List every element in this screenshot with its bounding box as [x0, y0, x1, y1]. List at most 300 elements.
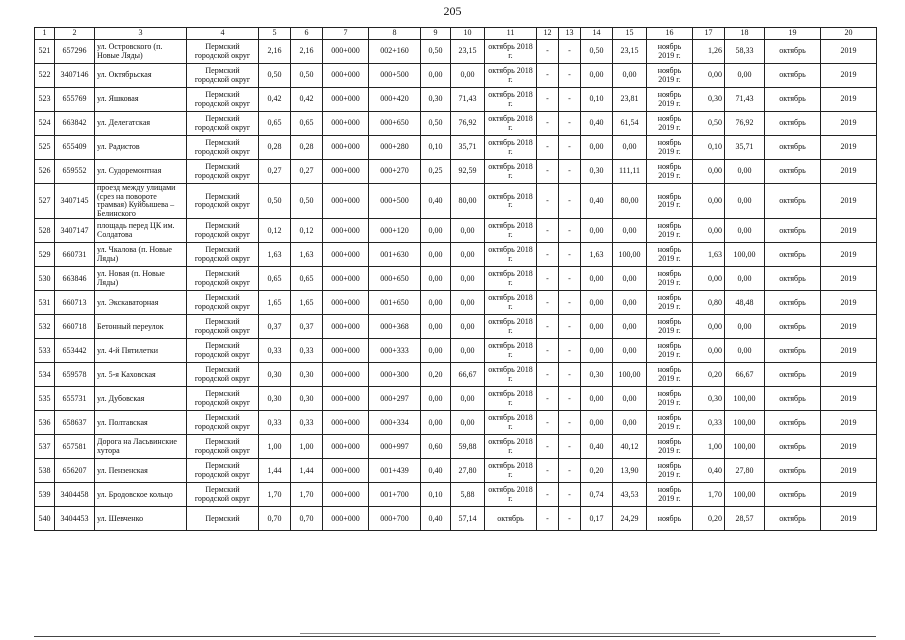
header-cell: 13 [559, 28, 581, 40]
table-cell: 000+000 [323, 315, 369, 339]
table-cell: 2019 [821, 243, 877, 267]
table-cell: 0,50 [291, 64, 323, 88]
table-header [35, 28, 877, 40]
table-cell: 524 [35, 112, 55, 136]
table-cell: октябрь [765, 243, 821, 267]
table-cell: 0,00 [451, 339, 485, 363]
table-cell: 001+700 [369, 483, 421, 507]
table-cell: ноябрь 2019 г. [647, 435, 693, 459]
table-cell: октябрь [765, 315, 821, 339]
table-cell: 100,00 [613, 363, 647, 387]
table-cell: 0,00 [693, 160, 725, 184]
table-cell: 0,00 [451, 243, 485, 267]
header-row [35, 28, 877, 40]
table-cell: ноябрь 2019 г. [647, 243, 693, 267]
table-cell: 76,92 [451, 112, 485, 136]
table-cell: 526 [35, 160, 55, 184]
table-cell: ноябрь 2019 г. [647, 459, 693, 483]
table-cell: 001+439 [369, 459, 421, 483]
table-cell: - [559, 184, 581, 219]
table-cell: 000+650 [369, 267, 421, 291]
table-cell: 000+000 [323, 88, 369, 112]
table-cell: 0,00 [581, 136, 613, 160]
table-cell: - [559, 219, 581, 243]
table-cell: 0,33 [693, 411, 725, 435]
table-cell: 0,00 [693, 64, 725, 88]
table-cell: Пермский городской округ [187, 219, 259, 243]
table-cell: 0,40 [421, 507, 451, 531]
table-cell: ноябрь 2019 г. [647, 219, 693, 243]
table-cell: 0,00 [421, 339, 451, 363]
table-cell: ул. Делегатская [95, 112, 187, 136]
table-cell: 533 [35, 339, 55, 363]
table-cell: 655769 [55, 88, 95, 112]
table-cell: ул. Полтавская [95, 411, 187, 435]
table-cell: 0,30 [259, 387, 291, 411]
table-cell: 0,00 [421, 291, 451, 315]
header-cell: 4 [187, 28, 259, 40]
table-cell: 0,10 [421, 483, 451, 507]
table-cell: 525 [35, 136, 55, 160]
table-cell: ул. Экскаваторная [95, 291, 187, 315]
header-cell: 9 [421, 28, 451, 40]
table-cell: - [537, 243, 559, 267]
table-row [35, 363, 877, 387]
table-cell: 659578 [55, 363, 95, 387]
table-cell: 0,00 [421, 387, 451, 411]
table-cell: Пермский городской округ [187, 291, 259, 315]
table-cell: 0,00 [451, 291, 485, 315]
table-cell: октябрь 2018 г. [485, 291, 537, 315]
table-cell: - [537, 64, 559, 88]
table-cell: 000+420 [369, 88, 421, 112]
table-cell: 0,40 [581, 435, 613, 459]
table-cell: 658637 [55, 411, 95, 435]
table-cell: 0,65 [291, 112, 323, 136]
table-cell: 0,33 [291, 339, 323, 363]
table-cell: Пермский городской округ [187, 64, 259, 88]
table-cell: 2019 [821, 387, 877, 411]
table-cell: 000+000 [323, 459, 369, 483]
table-cell: - [559, 483, 581, 507]
table-cell: ул. Бродовское кольцо [95, 483, 187, 507]
table-cell: Пермский городской округ [187, 363, 259, 387]
table-cell: 2019 [821, 483, 877, 507]
table-cell: - [537, 315, 559, 339]
table-cell: - [559, 267, 581, 291]
table-cell: 100,00 [725, 483, 765, 507]
table-cell: ноябрь 2019 г. [647, 64, 693, 88]
table-row [35, 64, 877, 88]
table-cell: 0,00 [581, 411, 613, 435]
table-cell: Пермский городской округ [187, 435, 259, 459]
table-cell: 2019 [821, 267, 877, 291]
table-cell: октябрь [765, 363, 821, 387]
table-cell: 0,37 [291, 315, 323, 339]
table-cell: 3407145 [55, 184, 95, 219]
table-cell: 2019 [821, 160, 877, 184]
table-cell: 0,00 [451, 411, 485, 435]
table-cell: - [537, 88, 559, 112]
table-row [35, 40, 877, 64]
table-cell: - [559, 112, 581, 136]
table-cell: 535 [35, 387, 55, 411]
table-cell: ул. Радистов [95, 136, 187, 160]
table-cell: 000+333 [369, 339, 421, 363]
table-cell: 0,74 [581, 483, 613, 507]
table-cell: 0,33 [259, 411, 291, 435]
table-cell: октябрь 2018 г. [485, 267, 537, 291]
table-cell: 24,29 [613, 507, 647, 531]
table-cell: 0,00 [725, 64, 765, 88]
table-cell: - [559, 243, 581, 267]
table-cell: 0,00 [451, 315, 485, 339]
table-cell: октябрь [765, 291, 821, 315]
table-cell: площадь перед ЦК им. Солдатова [95, 219, 187, 243]
table-cell: 2019 [821, 88, 877, 112]
table-cell: - [559, 136, 581, 160]
table-cell: 000+000 [323, 363, 369, 387]
table-cell: 3404458 [55, 483, 95, 507]
table-cell: 0,00 [451, 387, 485, 411]
table-cell: ноябрь 2019 г. [647, 387, 693, 411]
table-cell: - [537, 112, 559, 136]
table-cell: 000+120 [369, 219, 421, 243]
table-cell: 000+297 [369, 387, 421, 411]
table-cell: 0,30 [291, 387, 323, 411]
table-row [35, 315, 877, 339]
table-row [35, 483, 877, 507]
table-row [35, 88, 877, 112]
table-cell: 000+270 [369, 160, 421, 184]
table-cell: 1,44 [259, 459, 291, 483]
table-cell: ул. 5-я Каховская [95, 363, 187, 387]
table-cell: 531 [35, 291, 55, 315]
table-row [35, 136, 877, 160]
table-cell: 000+000 [323, 160, 369, 184]
table-cell: 0,00 [613, 267, 647, 291]
table-cell: 0,00 [693, 339, 725, 363]
table-cell: 0,00 [581, 219, 613, 243]
table-cell: Пермский городской округ [187, 267, 259, 291]
page-number: 205 [443, 4, 462, 18]
table-cell: октябрь 2018 г. [485, 435, 537, 459]
table-row [35, 387, 877, 411]
table-cell: - [559, 339, 581, 363]
table-row [35, 243, 877, 267]
table-cell: ул. Чкалова (п. Новые Ляды) [95, 243, 187, 267]
table-cell: 48,48 [725, 291, 765, 315]
table-cell: октябрь 2018 г. [485, 219, 537, 243]
table-cell: 2019 [821, 411, 877, 435]
table-cell: ноябрь 2019 г. [647, 483, 693, 507]
table-cell: 1,63 [581, 243, 613, 267]
table-cell: 0,00 [613, 219, 647, 243]
table-cell: ноябрь 2019 г. [647, 40, 693, 64]
table-cell: 0,60 [421, 435, 451, 459]
table-cell: 540 [35, 507, 55, 531]
table-cell: 2019 [821, 112, 877, 136]
table-row [35, 459, 877, 483]
table-cell: 530 [35, 267, 55, 291]
table-cell: 0,20 [581, 459, 613, 483]
table-row [35, 291, 877, 315]
table-cell: 1,26 [693, 40, 725, 64]
table-cell: - [537, 411, 559, 435]
table-cell: 660718 [55, 315, 95, 339]
table-cell: 0,00 [421, 411, 451, 435]
header-cell: 15 [613, 28, 647, 40]
table-cell: 657296 [55, 40, 95, 64]
table-cell: 529 [35, 243, 55, 267]
table-cell: 0,00 [693, 219, 725, 243]
table-cell: 100,00 [725, 411, 765, 435]
table-cell: 0,00 [725, 184, 765, 219]
table-cell: - [559, 459, 581, 483]
table-cell: октябрь 2018 г. [485, 112, 537, 136]
table-cell: 001+630 [369, 243, 421, 267]
table-cell: 1,65 [259, 291, 291, 315]
table-cell: 35,71 [451, 136, 485, 160]
table-cell: Пермский городской округ [187, 411, 259, 435]
table-cell: октябрь 2018 г. [485, 184, 537, 219]
table-cell: 656207 [55, 459, 95, 483]
table-cell: октябрь [765, 64, 821, 88]
table-cell: 663846 [55, 267, 95, 291]
table-cell: октябрь [765, 459, 821, 483]
table-row [35, 435, 877, 459]
table-cell: 0,50 [421, 40, 451, 64]
table-cell: 100,00 [613, 243, 647, 267]
table-cell: Пермский городской округ [187, 88, 259, 112]
table-cell: 28,57 [725, 507, 765, 531]
table-cell: 1,63 [291, 243, 323, 267]
table-cell: октябрь [765, 411, 821, 435]
header-cell: 18 [725, 28, 765, 40]
table-cell: 0,70 [259, 507, 291, 531]
table-cell: 0,00 [613, 291, 647, 315]
table-cell: ноябрь 2019 г. [647, 160, 693, 184]
table-cell: ноябрь 2019 г. [647, 363, 693, 387]
table-cell: октябрь 2018 г. [485, 64, 537, 88]
table-cell: 000+334 [369, 411, 421, 435]
table-cell: 2019 [821, 64, 877, 88]
table-cell: 0,30 [693, 88, 725, 112]
table-cell: 0,65 [259, 267, 291, 291]
table-cell: 80,00 [451, 184, 485, 219]
table-cell: 0,00 [581, 387, 613, 411]
table-cell: Пермский городской округ [187, 112, 259, 136]
table-cell: 0,00 [725, 267, 765, 291]
table-cell: 655409 [55, 136, 95, 160]
table-cell: октябрь 2018 г. [485, 387, 537, 411]
table-cell: 0,30 [291, 363, 323, 387]
table-cell: 539 [35, 483, 55, 507]
table-cell: 000+000 [323, 507, 369, 531]
table-cell: - [537, 435, 559, 459]
table-cell: 000+000 [323, 64, 369, 88]
table-cell: 659552 [55, 160, 95, 184]
table-cell: 2019 [821, 459, 877, 483]
table-cell: 0,28 [291, 136, 323, 160]
bottom-rule-inner [300, 633, 720, 634]
table-cell: 528 [35, 219, 55, 243]
table-cell: 0,30 [259, 363, 291, 387]
table-cell: ноябрь 2019 г. [647, 184, 693, 219]
table-cell: 657581 [55, 435, 95, 459]
table-cell: - [537, 291, 559, 315]
table-cell: 663842 [55, 112, 95, 136]
table-cell: 001+650 [369, 291, 421, 315]
table-cell: 0,00 [421, 219, 451, 243]
table-cell: октябрь 2018 г. [485, 363, 537, 387]
table-cell: 43,53 [613, 483, 647, 507]
table-cell: Дорога на Ласьвинские хутора [95, 435, 187, 459]
table-cell: 100,00 [725, 387, 765, 411]
table-cell: 0,70 [291, 507, 323, 531]
table-cell: ул. Дубовская [95, 387, 187, 411]
table-cell: 0,00 [725, 160, 765, 184]
table-cell: 538 [35, 459, 55, 483]
table-cell: 23,81 [613, 88, 647, 112]
table-cell: 0,33 [291, 411, 323, 435]
table-cell: 2,16 [259, 40, 291, 64]
table-cell: 000+300 [369, 363, 421, 387]
table-cell: 3407147 [55, 219, 95, 243]
table-cell: ул. Шевченко [95, 507, 187, 531]
table-cell: 0,12 [259, 219, 291, 243]
table-cell: ноябрь 2019 г. [647, 315, 693, 339]
table-cell: ноябрь 2019 г. [647, 339, 693, 363]
table-cell: 653442 [55, 339, 95, 363]
table-cell: 0,00 [613, 387, 647, 411]
table-cell: 660713 [55, 291, 95, 315]
table-cell: ул. Пензенская [95, 459, 187, 483]
table-cell: 0,00 [725, 219, 765, 243]
table-cell: октябрь [765, 267, 821, 291]
header-cell: 12 [537, 28, 559, 40]
table-row [35, 160, 877, 184]
table-cell: октябрь [765, 184, 821, 219]
table-row [35, 267, 877, 291]
table-row [35, 112, 877, 136]
table-cell: 66,67 [451, 363, 485, 387]
table-cell: 0,80 [693, 291, 725, 315]
table-cell: 000+368 [369, 315, 421, 339]
table-cell: Пермский городской округ [187, 136, 259, 160]
table-cell: 0,37 [259, 315, 291, 339]
table-cell: октябрь 2018 г. [485, 339, 537, 363]
table-cell: 0,00 [421, 315, 451, 339]
table-cell: Пермский городской округ [187, 160, 259, 184]
table-cell: 1,63 [259, 243, 291, 267]
table-cell: ул. Яшковая [95, 88, 187, 112]
header-cell: 8 [369, 28, 421, 40]
table-cell: 0,40 [581, 184, 613, 219]
table-cell: - [537, 339, 559, 363]
table-cell: - [537, 219, 559, 243]
table-cell: 0,30 [581, 160, 613, 184]
table-cell: 2019 [821, 291, 877, 315]
table-cell: октябрь [765, 339, 821, 363]
table-cell: - [537, 483, 559, 507]
table-cell: 0,00 [421, 243, 451, 267]
table-cell: ноябрь [647, 507, 693, 531]
table-cell: 522 [35, 64, 55, 88]
table-cell: 0,00 [421, 267, 451, 291]
table-cell: 0,00 [725, 339, 765, 363]
table-cell: 0,00 [613, 411, 647, 435]
table-cell: 0,33 [259, 339, 291, 363]
table-cell: 655731 [55, 387, 95, 411]
table-cell: 0,50 [581, 40, 613, 64]
table-cell: 0,00 [725, 315, 765, 339]
table-cell: 536 [35, 411, 55, 435]
table-row [35, 411, 877, 435]
table-cell: 0,00 [693, 267, 725, 291]
table-cell: 000+997 [369, 435, 421, 459]
table-cell: 0,10 [693, 136, 725, 160]
table-row [35, 219, 877, 243]
table-cell: 71,43 [725, 88, 765, 112]
table-cell: 523 [35, 88, 55, 112]
table-cell: проезд между улицами (срез на повороте трамвая) Куйбышева – Белинского [95, 184, 187, 219]
table-cell: 532 [35, 315, 55, 339]
table-cell: 100,00 [725, 435, 765, 459]
table-cell: 000+000 [323, 411, 369, 435]
table-cell: ноябрь 2019 г. [647, 112, 693, 136]
header-cell: 17 [693, 28, 725, 40]
table-cell: - [537, 136, 559, 160]
table-cell: 1,63 [693, 243, 725, 267]
table-cell: 58,33 [725, 40, 765, 64]
table-cell: 000+500 [369, 64, 421, 88]
header-cell: 6 [291, 28, 323, 40]
table-row [35, 339, 877, 363]
table-cell: 0,20 [693, 363, 725, 387]
table-cell: Бетонный переулок [95, 315, 187, 339]
table-cell: Пермский городской округ [187, 243, 259, 267]
table-cell: - [537, 363, 559, 387]
table-cell: 0,40 [421, 459, 451, 483]
table-cell: 537 [35, 435, 55, 459]
table-cell: 2019 [821, 136, 877, 160]
table-cell: 1,00 [693, 435, 725, 459]
table-cell: - [559, 160, 581, 184]
header-cell: 20 [821, 28, 877, 40]
table-cell: 0,17 [581, 507, 613, 531]
roads-table [34, 27, 877, 531]
table-cell: - [537, 160, 559, 184]
table-cell: 0,00 [451, 267, 485, 291]
table-cell: 0,27 [291, 160, 323, 184]
table-cell: Пермский городской округ [187, 40, 259, 64]
table-cell: октябрь 2018 г. [485, 88, 537, 112]
table-cell: ул. Островского (п. Новые Ляды) [95, 40, 187, 64]
table-cell: 002+160 [369, 40, 421, 64]
table-cell: 0,20 [693, 507, 725, 531]
table-cell: 0,00 [581, 267, 613, 291]
table-cell: Пермский городской округ [187, 339, 259, 363]
table-cell: 0,27 [259, 160, 291, 184]
table-cell: 0,20 [421, 363, 451, 387]
table-cell: 23,15 [613, 40, 647, 64]
table-body [35, 40, 877, 531]
table-cell: 000+280 [369, 136, 421, 160]
table-cell: ноябрь 2019 г. [647, 267, 693, 291]
table-cell: 2019 [821, 219, 877, 243]
table-cell: 57,14 [451, 507, 485, 531]
